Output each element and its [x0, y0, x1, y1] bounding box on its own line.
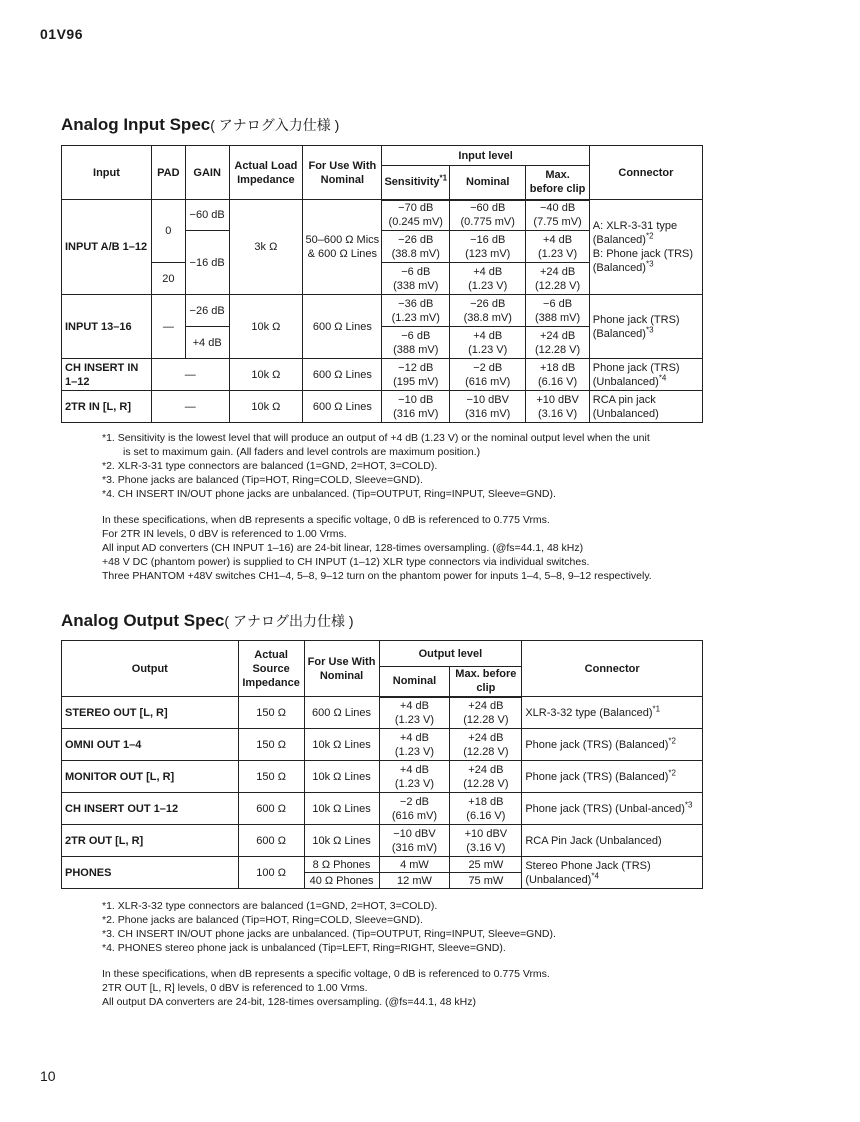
- impedance-value: 10k Ω: [229, 295, 303, 359]
- pad-value: 20: [151, 263, 185, 295]
- row-label: 2TR IN [L, R]: [62, 391, 152, 423]
- nominal-cell: −2 dB (616 mV): [450, 359, 526, 391]
- connector-cell: Phone jack (TRS) (Unbal-anced)$^{*3}$: [522, 793, 703, 825]
- impedance-value: 150 Ω: [238, 761, 304, 793]
- table-row: [62, 200, 703, 231]
- impedance-value: 10k Ω: [229, 359, 303, 391]
- footnote: *3. CH INSERT IN/OUT phone jacks are unbalanced. (Tip=OUTPUT, Ring=INPUT, Sleeve=GND).: [102, 928, 556, 940]
- row-label: 2TR OUT [L, R]: [62, 825, 239, 857]
- max-cell: −40 dB (7.75 mV): [526, 200, 589, 231]
- output-section-title: Analog Output Spec( アナログ出力仕様 ): [61, 611, 354, 630]
- connector-cell: Phone jack (TRS) (Balanced)$^{*2}$: [522, 761, 703, 793]
- sens-cell: −26 dB (38.8 mV): [382, 231, 450, 263]
- input-section-title-jp: ( アナログ入力仕様 ): [210, 117, 340, 133]
- col-connector: Connector: [589, 146, 702, 200]
- max-cell: +24 dB (12.28 V): [450, 761, 522, 793]
- max-cell: −6 dB (388 mV): [526, 295, 589, 327]
- impedance-value: 150 Ω: [238, 697, 304, 729]
- table-row: [62, 295, 703, 327]
- max-cell: +24 dB (12.28 V): [526, 263, 589, 295]
- row-label: CH INSERT IN 1–12: [62, 359, 152, 391]
- table-row: [62, 697, 703, 729]
- use-value: 600 Ω Lines: [303, 359, 382, 391]
- col-output: Output: [62, 641, 239, 697]
- table-row: [62, 825, 703, 857]
- connector-cell: Phone jack (TRS) (Balanced)$^{*2}$: [522, 729, 703, 761]
- connector-cell: RCA Pin Jack (Unbalanced): [522, 825, 703, 857]
- col-nominal-use: For Use With Nominal: [303, 146, 382, 200]
- use-value: 10k Ω Lines: [304, 793, 379, 825]
- impedance-value: 600 Ω: [238, 825, 304, 857]
- spec-paragraph: In these specifications, when dB represents a specific voltage, 0 dB is referenced to 0.775 Vrms.: [102, 968, 550, 980]
- model-name: 01V96: [40, 26, 83, 42]
- table-row: [62, 761, 703, 793]
- nominal-cell: 12 mW: [379, 873, 450, 889]
- row-label: INPUT A/B 1–12: [62, 200, 152, 295]
- input-section-title: Analog Input Spec( アナログ入力仕様 ): [61, 115, 340, 134]
- footnote: *1. Sensitivity is the lowest level that will produce an output of +4 dB (1.23 V) or the nominal output level when the unit: [102, 432, 650, 444]
- row-label: INPUT 13–16: [62, 295, 152, 359]
- sens-cell: −12 dB (195 mV): [382, 359, 450, 391]
- col-pad: PAD: [151, 146, 185, 200]
- connector-cell: RCA pin jack (Unbalanced): [589, 391, 702, 423]
- impedance-value: 10k Ω: [229, 391, 303, 423]
- table-row: [62, 391, 703, 423]
- nominal-cell: −26 dB (38.8 mV): [450, 295, 526, 327]
- table-row: [62, 793, 703, 825]
- impedance-value: 600 Ω: [238, 793, 304, 825]
- impedance-value: 100 Ω: [238, 857, 304, 889]
- col-nominal: Nominal: [450, 166, 526, 200]
- nominal-cell: +4 dB (1.23 V): [379, 697, 450, 729]
- spec-paragraph: All output DA converters are 24-bit, 128-times oversampling. (@fs=44.1, 48 kHz): [102, 996, 476, 1008]
- table-row: [62, 359, 703, 391]
- col-input: Input: [62, 146, 152, 200]
- col-output-level: Output level: [379, 641, 522, 667]
- max-cell: 25 mW: [450, 857, 522, 873]
- analog-output-table: [61, 640, 703, 889]
- use-value: 600 Ω Lines: [304, 697, 379, 729]
- max-cell: +24 dB (12.28 V): [450, 697, 522, 729]
- gain-value: −60 dB: [185, 200, 229, 231]
- spec-paragraph: For 2TR IN levels, 0 dBV is referenced to 1.00 Vrms.: [102, 528, 347, 540]
- footnote: *2. XLR-3-31 type connectors are balanced (1=GND, 2=HOT, 3=COLD).: [102, 460, 438, 472]
- use-value: 10k Ω Lines: [304, 729, 379, 761]
- max-cell: +24 dB (12.28 V): [450, 729, 522, 761]
- spec-paragraph: Three PHANTOM +48V switches CH1–4, 5–8, 9–12 turn on the phantom power for inputs 1–4, 5–8, 9–12 respectively.: [102, 570, 652, 582]
- nominal-cell: −60 dB (0.775 mV): [450, 200, 526, 231]
- padgain-value: —: [151, 391, 229, 423]
- use-value: 40 Ω Phones: [304, 873, 379, 889]
- table-row: [62, 857, 703, 873]
- nominal-cell: 4 mW: [379, 857, 450, 873]
- connector-cell: XLR-3-32 type (Balanced)$^{*1}$: [522, 697, 703, 729]
- spec-paragraph: All input AD converters (CH INPUT 1–16) are 24-bit linear, 128-times oversampling. (@fs=44.1, 48 kHz): [102, 542, 584, 554]
- use-value: 600 Ω Lines: [303, 295, 382, 359]
- footnote: is set to maximum gain. (All faders and level controls are maximum position.): [123, 446, 481, 458]
- table-row: [62, 729, 703, 761]
- col-nominal: Nominal: [379, 667, 450, 697]
- analog-input-table: [61, 145, 703, 423]
- spec-paragraph: +48 V DC (phantom power) is supplied to CH INPUT (1–12) XLR type connectors via individual switches.: [102, 556, 590, 568]
- connector-cell: Phone jack (TRS) (Balanced)$^{*3}$: [589, 295, 702, 359]
- spec-paragraph: 2TR OUT [L, R] levels, 0 dBV is referenced to 1.00 Vrms.: [102, 982, 368, 994]
- col-gain: GAIN: [185, 146, 229, 200]
- sens-cell: −6 dB (388 mV): [382, 327, 450, 359]
- use-value: 10k Ω Lines: [304, 761, 379, 793]
- gain-value: −16 dB: [185, 231, 229, 295]
- impedance-value: 3k Ω: [229, 200, 303, 295]
- spec-paragraph: In these specifications, when dB represents a specific voltage, 0 dB is referenced to 0.775 Vrms.: [102, 514, 550, 526]
- connector-cell: Stereo Phone Jack (TRS) (Unbalanced)$^{*4}$: [522, 857, 703, 889]
- gain-value: −26 dB: [185, 295, 229, 327]
- connector-cell: Phone jack (TRS) (Unbalanced)$^{*4}$: [589, 359, 702, 391]
- row-label: MONITOR OUT [L, R]: [62, 761, 239, 793]
- nominal-cell: −10 dBV (316 mV): [450, 391, 526, 423]
- connector-cell: A: XLR-3-31 type (Balanced)$^{*2}$ B: Phone jack (TRS) (Balanced)$^{*3}$: [589, 200, 702, 295]
- gain-value: +4 dB: [185, 327, 229, 359]
- footnote: *1. XLR-3-32 type connectors are balanced (1=GND, 2=HOT, 3=COLD).: [102, 900, 438, 912]
- use-value: 10k Ω Lines: [304, 825, 379, 857]
- footnote: *4. CH INSERT IN/OUT phone jacks are unbalanced. (Tip=OUTPUT, Ring=INPUT, Sleeve=GND).: [102, 488, 556, 500]
- col-max: Max. before clip: [450, 667, 522, 697]
- col-impedance: Actual Source Impedance: [238, 641, 304, 697]
- nominal-cell: −2 dB (616 mV): [379, 793, 450, 825]
- padgain-value: —: [151, 359, 229, 391]
- row-label: OMNI OUT 1–4: [62, 729, 239, 761]
- sens-cell: −36 dB (1.23 mV): [382, 295, 450, 327]
- max-cell: 75 mW: [450, 873, 522, 889]
- pad-value: 0: [151, 200, 185, 263]
- row-label: PHONES: [62, 857, 239, 889]
- nominal-cell: +4 dB (1.23 V): [379, 761, 450, 793]
- footnote: *3. Phone jacks are balanced (Tip=HOT, Ring=COLD, Sleeve=GND).: [102, 474, 423, 486]
- output-section-title-jp: ( アナログ出力仕様 ): [224, 613, 354, 629]
- col-connector: Connector: [522, 641, 703, 697]
- col-impedance: Actual Load Impedance: [229, 146, 303, 200]
- use-value: 50–600 Ω Mics & 600 Ω Lines: [303, 200, 382, 295]
- sens-cell: −10 dB (316 mV): [382, 391, 450, 423]
- max-cell: +18 dB (6.16 V): [526, 359, 589, 391]
- max-cell: +10 dBV (3.16 V): [526, 391, 589, 423]
- row-label: CH INSERT OUT 1–12: [62, 793, 239, 825]
- output-notes: [102, 899, 556, 1009]
- nominal-cell: −10 dBV (316 mV): [379, 825, 450, 857]
- col-max: Max. before clip: [526, 166, 589, 200]
- sens-cell: −70 dB (0.245 mV): [382, 200, 450, 231]
- pad-value: —: [151, 295, 185, 359]
- impedance-value: 150 Ω: [238, 729, 304, 761]
- row-label: STEREO OUT [L, R]: [62, 697, 239, 729]
- col-nominal-use: For Use With Nominal: [304, 641, 379, 697]
- col-input-level: Input level: [382, 146, 589, 166]
- use-value: 600 Ω Lines: [303, 391, 382, 423]
- nominal-cell: −16 dB (123 mV): [450, 231, 526, 263]
- footnote: *4. PHONES stereo phone jack is unbalanced (Tip=LEFT, Ring=RIGHT, Sleeve=GND).: [102, 942, 506, 954]
- input-notes: [102, 431, 652, 583]
- footnote: *2. Phone jacks are balanced (Tip=HOT, Ring=COLD, Sleeve=GND).: [102, 914, 423, 926]
- nominal-cell: +4 dB (1.23 V): [450, 263, 526, 295]
- max-cell: +18 dB (6.16 V): [450, 793, 522, 825]
- nominal-cell: +4 dB (1.23 V): [379, 729, 450, 761]
- page-number: 10: [40, 1068, 56, 1084]
- nominal-cell: +4 dB (1.23 V): [450, 327, 526, 359]
- max-cell: +10 dBV (3.16 V): [450, 825, 522, 857]
- col-sensitivity: Sensitivity$^{*1}$: [382, 166, 450, 200]
- sens-cell: −6 dB (338 mV): [382, 263, 450, 295]
- max-cell: +4 dB (1.23 V): [526, 231, 589, 263]
- use-value: 8 Ω Phones: [304, 857, 379, 873]
- max-cell: +24 dB (12.28 V): [526, 327, 589, 359]
